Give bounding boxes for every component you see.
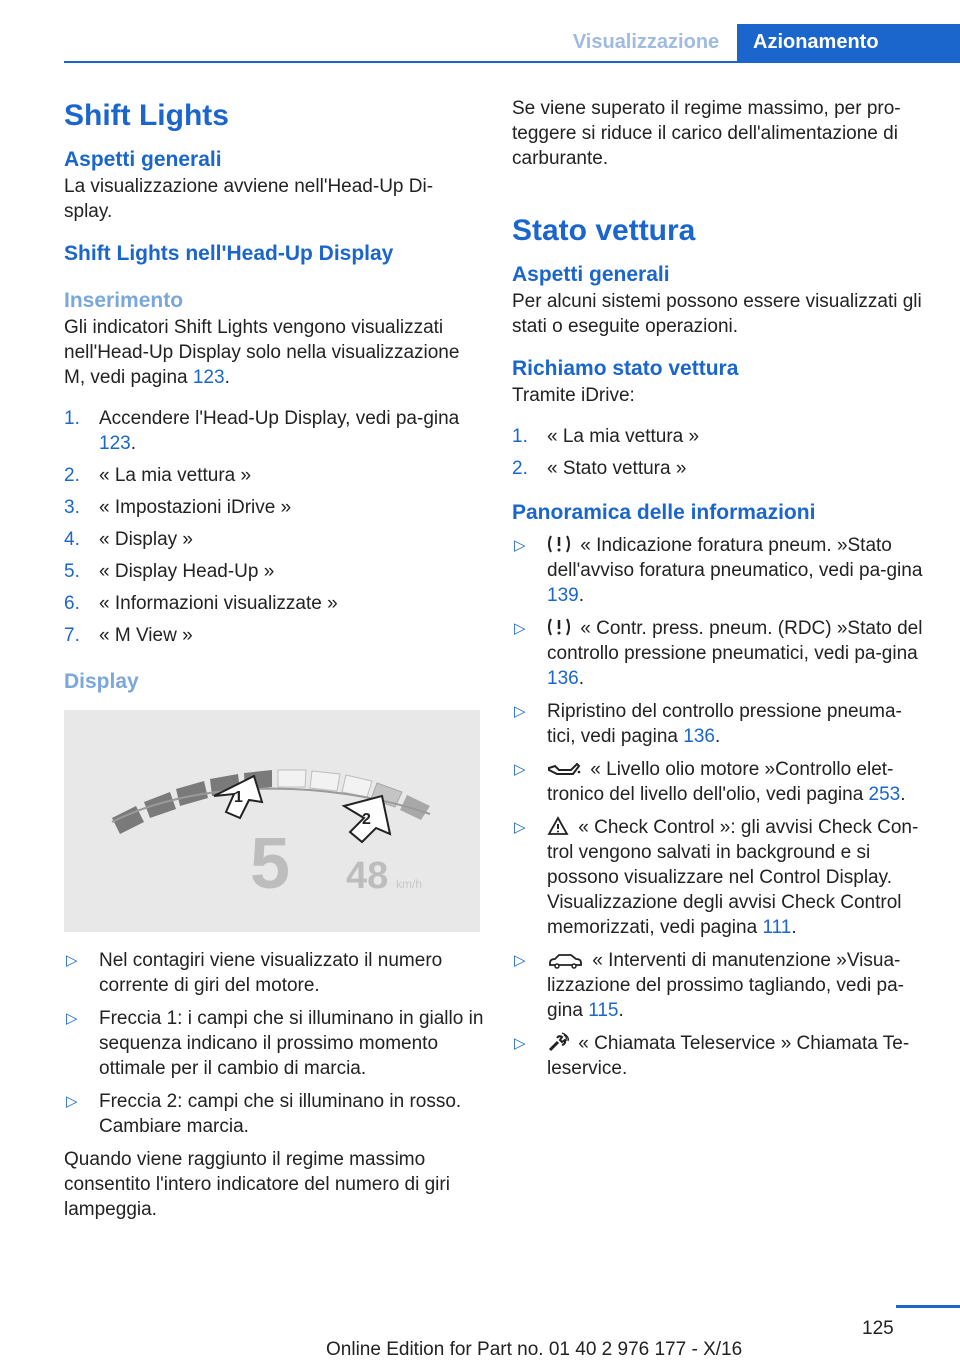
paragraph-idrive: Tramite iDrive:: [512, 385, 635, 406]
triangle-bullet-icon: ▷: [514, 952, 526, 969]
list-item: ▷ « Chiamata Teleservice » Chiamata Te-leservice.: [514, 1033, 910, 1079]
oil-can-icon: [547, 760, 581, 778]
list-item: ▷ « Check Control »: gli avvisi Check Con-trol vengono salvati in background e si possono visualizzare nel Control Display. Visualizzazione degli avvisi Check Control memorizzati, vedi pagina 111.: [514, 817, 919, 938]
edition-line: Online Edition for Part no. 01 40 2 976 177 - X/16: [326, 1339, 743, 1360]
footer-rule: [896, 1305, 960, 1308]
paragraph-regime-massimo: Quando viene raggiunto il regime massimo consentito l'intero indicatore del numero di giri lampeggia.: [64, 1149, 450, 1220]
list-item: 2. « La mia vettura »: [64, 465, 252, 486]
heading-aspetti-generali-2: Aspetti generali: [512, 263, 670, 286]
page-link[interactable]: 123: [99, 433, 131, 454]
page-link[interactable]: 136: [683, 726, 715, 747]
header-tab-azionamento[interactable]: Azionamento: [737, 24, 960, 61]
list-item: ▷ « Indicazione foratura pneum. »Stato dell'avviso foratura pneumatico, vedi pa-gina 139.: [514, 535, 923, 606]
gauge-graphic: [64, 710, 480, 932]
list-item: ▷ Nel contagiri viene visualizzato il numero corrente di giri del motore.: [66, 950, 443, 996]
page-link[interactable]: 139: [547, 585, 579, 606]
list-item: 3. « Impostazioni iDrive »: [64, 497, 292, 518]
list-item: ▷ Freccia 1: i campi che si illuminano in giallo in sequenza indicano il prossimo momento ottimale per il cambio di marcia.: [66, 1008, 484, 1079]
triangle-bullet-icon: ▷: [514, 819, 526, 836]
shift-lights-illustration: [64, 710, 480, 932]
page-link[interactable]: 111: [762, 917, 792, 938]
list-item: 1. Accendere l'Head-Up Display, vedi pa-gina 123.: [64, 408, 460, 454]
heading-display: Display: [64, 670, 139, 693]
steps-list-2: [512, 424, 930, 481]
triangle-bullet-icon: ▷: [514, 620, 526, 637]
speed-readout: 48: [346, 855, 389, 897]
svg-text:1: 1: [234, 789, 243, 806]
list-item: ▷ « Interventi di manutenzione »Visua-lizzazione del prossimo tagliando, vedi pa-gina 115.: [514, 950, 904, 1021]
triangle-bullet-icon: ▷: [514, 537, 526, 554]
page-link[interactable]: 136: [547, 668, 579, 689]
section-title-shift-lights: Shift Lights: [64, 99, 229, 132]
page-link[interactable]: 115: [588, 1000, 619, 1021]
service-car-icon: [547, 953, 583, 969]
list-item: ▷ « Livello olio motore »Controllo elet-tronico del livello dell'olio, vedi pagina 253.: [514, 759, 906, 805]
page-link[interactable]: 253: [868, 784, 901, 805]
section-title-stato-vettura: Stato vettura: [512, 214, 696, 247]
heading-aspetti-generali: Aspetti generali: [64, 148, 222, 171]
list-item: ▷ Ripristino del controllo pressione pneuma-tici, vedi pagina 136.: [514, 701, 902, 747]
list-item: ▷ « Contr. press. pneum. (RDC) »Stato del controllo pressione pneumatici, vedi pa-gina 136.: [514, 618, 923, 689]
triangle-bullet-icon: ▷: [514, 1035, 526, 1052]
heading-richiamo: Richiamo stato vettura: [512, 357, 739, 380]
list-item: 4. « Display »: [64, 529, 193, 550]
info-list: [512, 533, 930, 1081]
list-item: 2. « Stato vettura »: [512, 458, 687, 479]
left-column: [64, 96, 484, 1222]
heading-panoramica: Panoramica delle informazioni: [512, 501, 816, 524]
svg-text:2: 2: [362, 811, 371, 828]
paragraph-regime-superato: Se viene superato il regime massimo, per pro-teggere si riduce il carico dell'alimentazione di carburante.: [512, 98, 901, 169]
steps-list: [64, 406, 484, 648]
paragraph-generali-2: Per alcuni sistemi possono essere visualizzati gli stati o eseguite operazioni.: [512, 291, 922, 337]
warning-triangle-icon: [547, 816, 569, 836]
page-number: 125: [862, 1318, 894, 1339]
tire-pressure-icon: [547, 617, 571, 637]
paragraph-generali: La visualizzazione avviene nell'Head-Up Di-splay.: [64, 176, 434, 222]
triangle-bullet-icon: ▷: [66, 1010, 78, 1027]
triangle-bullet-icon: ▷: [66, 1093, 78, 1110]
triangle-bullet-icon: ▷: [514, 761, 526, 778]
list-item: 1. « La mia vettura »: [512, 426, 700, 447]
header-tab-visualizzazione[interactable]: Visualizzazione: [572, 31, 720, 53]
heading-hud: Shift Lights nell'Head-Up Display: [64, 242, 394, 265]
page-link[interactable]: 123: [192, 367, 225, 388]
list-item: 5. « Display Head-Up »: [64, 561, 275, 582]
display-bullets: [64, 948, 484, 1139]
speed-unit: km/h: [396, 877, 423, 891]
teleservice-wrench-icon: [547, 1032, 569, 1052]
gear-indicator: 5: [250, 824, 291, 904]
list-item: ▷ Freccia 2: campi che si illuminano in rosso. Cambiare marcia.: [66, 1091, 462, 1137]
paragraph-inserimento: Gli indicatori Shift Lights vengono visualizzati nell'Head-Up Display solo nella visualizzazione M, vedi pagina 123.: [64, 317, 460, 388]
list-item: 7. « M View »: [64, 625, 193, 646]
right-column: [512, 96, 930, 1089]
header-rule: [64, 61, 960, 63]
heading-inserimento: Inserimento: [64, 289, 184, 312]
triangle-bullet-icon: ▷: [66, 952, 78, 969]
arrow-2: [344, 796, 390, 842]
triangle-bullet-icon: ▷: [514, 703, 526, 720]
list-item: 6. « Informazioni visualizzate »: [64, 593, 338, 614]
tire-pressure-icon: [547, 534, 571, 554]
